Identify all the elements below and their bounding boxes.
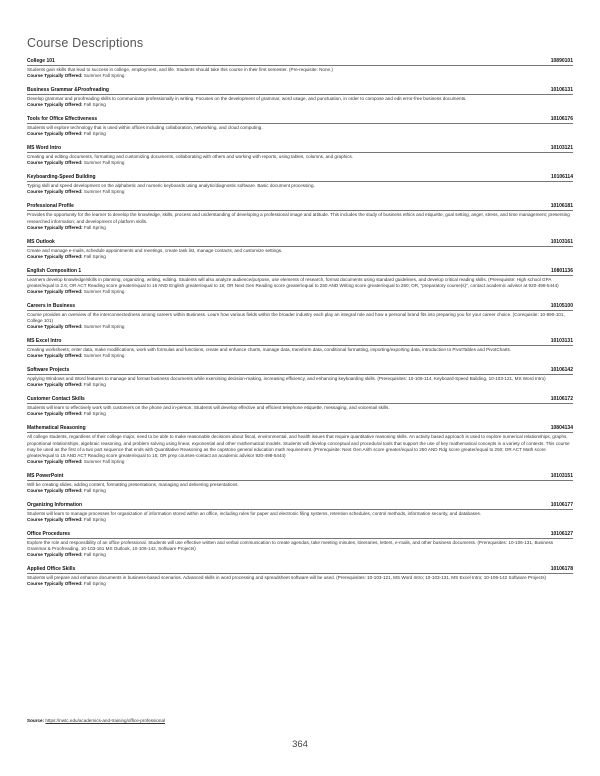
offered-label: Course Typically Offered: <box>27 288 83 294</box>
course-code: 10106177 <box>550 501 573 508</box>
course-name: Organizing Information <box>27 501 82 508</box>
course-header <box>27 174 573 182</box>
source-link[interactable]: https://nwtc.edu/academics-and-training/office-professional <box>45 718 166 723</box>
course-offered <box>27 73 573 79</box>
offered-label: Course Typically Offered: <box>27 73 83 79</box>
course-name: Careers in Business <box>27 302 76 309</box>
course-description: Applying Windows and Word features to manage and format business documents while exercising decision-making, increasing efficiency, and enhancing keyboarding skills. (Prerequisites: 10-106-114, Keyboard-Speed Building, 10-103-121, MS Word Intro) <box>27 376 546 382</box>
course-offered <box>27 517 573 523</box>
course-header <box>27 396 573 404</box>
course-entry <box>27 502 573 523</box>
course-code: 10103151 <box>550 472 573 479</box>
course-name: College 101 <box>27 58 55 64</box>
course-offered <box>27 324 573 330</box>
course-code: 10106127 <box>550 530 573 537</box>
course-header <box>27 502 573 510</box>
offered-terms: Fall Spring <box>83 581 106 587</box>
offered-terms: Fall Spring <box>83 411 106 417</box>
course-code: 10106172 <box>550 396 573 403</box>
course-code: 10103121 <box>550 145 573 152</box>
course-header <box>27 566 573 574</box>
offered-terms: Summer Fall Spring <box>83 160 125 166</box>
course-description: All college students, regardless of their college major, need to be able to make reasonable decisions about fiscal, environmental, and health issues that require quantitative reasoning skills. An activity based approach is used to explore numerical relationships, graphs, proportional relationships, algebraic reasoning, and problem solving using linear, exponential and other mathematical models. Students will develop conceptual and procedural tools that support the use of key mathematical concepts in a variety of contexts. This course may be used as the first of a two part sequence that ends with Quantitative Reasoning as the capstone general education math requirement. (Prerequisite: Next Gen Arith score greater/equal to 250 AND Rdg score greater/equal to 250; OR ACT Math score greater/equal to 15 AND ACT Reading score greater/equal to 16; OR prep courses-contact an academic advisor 920-498-5444) <box>27 434 570 458</box>
course-name: MS Excel Intro <box>27 338 62 345</box>
course-offered <box>27 254 573 260</box>
course-entry <box>27 116 573 137</box>
course-description: Students will learn to manage processes for organization of information stored within an office, including rules for paper and electronic filing systems, retention schedules, control methods, information security, and databases. <box>27 510 482 516</box>
offered-terms: Fall Spring <box>83 131 106 137</box>
course-entry <box>27 338 573 359</box>
course-entry <box>27 425 573 464</box>
course-header <box>27 239 573 247</box>
course-offered <box>27 581 573 587</box>
course-name: Keyboarding-Speed Building <box>27 174 96 181</box>
course-name: Customer Contact Skills <box>27 396 85 403</box>
course-name: MS Outlook <box>27 238 55 245</box>
course-name: MS PowerPoint <box>27 472 64 479</box>
course-description: Typing skill and speed development on the alphabetic and numeric keyboards using analytic/diagnostic software. Basic document processing. <box>27 183 315 189</box>
course-name: MS Word Intro <box>27 145 62 152</box>
course-code: 10105100 <box>550 302 573 309</box>
offered-terms: Fall Spring <box>83 382 106 388</box>
course-description: Students will explore technology that is used within offices including collaboration, networking, and cloud computing. <box>27 125 263 131</box>
offered-terms: Summer Fall Spring <box>83 288 125 294</box>
course-code: 10106181 <box>550 203 573 210</box>
course-name: English Composition 1 <box>27 267 82 274</box>
course-description: Creating worksheets; enter data, make modifications, work with formulas and functions, create and enhance charts, manage data, transform data, conditional formatting, importing/exporting data, introduction to PivotTables and PivotCharts. <box>27 347 512 353</box>
course-entry <box>27 396 573 417</box>
course-name: Office Procedures <box>27 530 71 537</box>
course-description: Course provides an overview of the interconnectedness among careers within Business. Learn how various fields within the broader industry each play an integral role and how a personal brand fits into preparing you for your career choice. (Corequisite: 10-890-101, College 101) <box>27 311 565 324</box>
course-header <box>27 531 573 539</box>
course-header <box>27 303 573 311</box>
course-header <box>27 58 573 66</box>
course-header <box>27 338 573 346</box>
course-name: Mathematical Reasoning <box>27 425 86 432</box>
course-offered <box>27 552 573 558</box>
course-code: 10103131 <box>550 338 573 345</box>
offered-terms: Fall Spring <box>83 253 106 259</box>
offered-label: Course Typically Offered: <box>27 411 83 417</box>
offered-label: Course Typically Offered: <box>27 458 83 464</box>
course-description: Creating and editing documents, formatting and customizing documents, collaborating with others and working with reports, using tables, columns, and graphics. <box>27 154 354 160</box>
course-code: 10801136 <box>551 267 573 274</box>
offered-label: Course Typically Offered: <box>27 131 83 137</box>
course-offered <box>27 488 573 494</box>
course-code: 10106114 <box>551 174 573 181</box>
course-name: Tools for Office Effectiveness <box>27 116 98 123</box>
offered-label: Course Typically Offered: <box>27 382 83 388</box>
page-number: 364 <box>292 739 308 750</box>
course-header <box>27 203 573 211</box>
source-label: Source: <box>27 718 45 723</box>
course-offered <box>27 353 573 359</box>
source-line <box>27 718 165 723</box>
course-name: Software Projects <box>27 367 70 374</box>
offered-terms: Fall Spring <box>83 224 106 230</box>
course-description: Will be creating slides, adding content, formatting presentations, managing and delivering presentations. <box>27 481 239 487</box>
course-entry <box>27 303 573 330</box>
course-code: 10106131 <box>550 87 573 94</box>
course-entry <box>27 174 573 195</box>
course-entry <box>27 203 573 230</box>
course-offered <box>27 160 573 166</box>
course-offered <box>27 102 573 108</box>
course-offered <box>27 131 573 137</box>
course-entry <box>27 531 573 558</box>
course-entry <box>27 566 573 587</box>
course-header <box>27 473 573 481</box>
course-entry <box>27 145 573 166</box>
course-header <box>27 367 573 375</box>
offered-terms: Fall Spring <box>83 516 106 522</box>
offered-label: Course Typically Offered: <box>27 516 83 522</box>
course-description: Students gain skills that lead to success in college, employment, and life. Students should take this course in their first semester. (Pre-requisite: None.) <box>27 67 333 72</box>
course-entry <box>27 87 573 108</box>
offered-label: Course Typically Offered: <box>27 581 83 587</box>
offered-label: Course Typically Offered: <box>27 189 83 195</box>
course-offered <box>27 459 573 465</box>
offered-label: Course Typically Offered: <box>27 224 83 230</box>
offered-label: Course Typically Offered: <box>27 353 83 359</box>
course-description: Provides the opportunity for the learner to develop the knowledge, skills, process and understanding of developing a professional image and attitude. This includes the study of business ethics and etiquette, goal setting, anger, stress, and time management; presenting researched information; and development of platform skills. <box>27 212 570 224</box>
course-description: Learners develop knowledge/skills in planning, organizing, writing, editing. Students will also analyze audience/purpose, use elements of research, format documents using standard guidelines, and develop critical reading skills. (Prerequisite: High school GPA greater/equal to 2.6; OR ACT Reading score greater/equal to 16 AND English greater/equal to 18; OR Next Gen Reading score greater/equal to 250 AND Writing score greater/equal to 260; OR, "preparatory course(s)", contact academic advisor at 920-498-5444) <box>27 276 559 288</box>
course-description: Students will learn to effectively work with customers on the phone and in-person. Students will develop effective and efficient telephone etiquette, messaging, and voicemail skills. <box>27 405 390 411</box>
course-name: Business Grammar &Proofreading <box>27 87 109 94</box>
course-description: Create and manage e-mails, schedule appointments and meetings, create task list, manage contacts, and customize settings. <box>27 247 283 253</box>
course-header <box>27 145 573 153</box>
course-offered <box>27 382 573 388</box>
course-offered <box>27 189 573 195</box>
offered-terms: Fall Spring <box>83 102 106 108</box>
course-code: 10106176 <box>550 116 573 123</box>
offered-label: Course Typically Offered: <box>27 324 83 330</box>
offered-label: Course Typically Offered: <box>27 160 83 166</box>
course-code: 10106178 <box>550 566 573 573</box>
offered-terms: Summer Fall Spring <box>83 73 125 79</box>
course-offered <box>27 225 573 231</box>
course-entry <box>27 367 573 388</box>
course-name: Applied Office Skills <box>27 566 76 573</box>
course-name: Professional Profile <box>27 203 74 210</box>
offered-terms: Summer Fall Spring <box>83 458 125 464</box>
course-description: Develop grammar and proofreading skills to communicate professionally in writing. Focuses on the development of grammar, word usage, and punctuation, in order to compose and edit error-free business documents. <box>27 96 467 102</box>
course-code: 10890101 <box>550 58 573 64</box>
course-offered <box>27 289 573 295</box>
offered-label: Course Typically Offered: <box>27 102 83 108</box>
course-offered <box>27 411 573 417</box>
offered-terms: Fall Spring <box>83 487 106 493</box>
course-code: 10804134 <box>550 425 573 432</box>
page-title: Course Descriptions <box>27 36 144 50</box>
course-list <box>27 58 573 595</box>
offered-terms: Summer Fall Spring <box>83 189 125 195</box>
course-header <box>27 87 573 95</box>
course-header <box>27 425 573 433</box>
course-code: 10106142 <box>550 367 573 374</box>
offered-terms: Summer Fall Spring <box>83 324 125 330</box>
offered-terms: Fall Spring <box>83 552 106 558</box>
offered-terms: Summer Fall Spring <box>83 353 125 359</box>
course-entry <box>27 239 573 260</box>
course-header <box>27 116 573 124</box>
course-description: Explore the role and responsibility of an office professional. Students will use effective written and verbal communication to create agendas, take meeting minutes, itineraries, letters, e-mails, and other business documents. (Prerequisites: 10-106-131, Business Grammar & Proofreading, 10-103-161 MS Outlook, 10-106-142, Software Projects) <box>27 539 554 552</box>
course-entry <box>27 268 573 295</box>
course-header <box>27 268 573 276</box>
course-description: Students will prepare and enhance documents in business-based scenarios. Advanced skills in word processing and spreadsheet software will be used. (Prerequisites: 10-103-121, MS Word Intro; 10-103-131, MS Excel Intro; 10-106-142 Software Projects) <box>27 575 547 581</box>
offered-label: Course Typically Offered: <box>27 552 83 558</box>
course-code: 10103161 <box>550 238 573 245</box>
course-entry <box>27 58 573 79</box>
course-entry <box>27 473 573 494</box>
offered-label: Course Typically Offered: <box>27 487 83 493</box>
offered-label: Course Typically Offered: <box>27 253 83 259</box>
